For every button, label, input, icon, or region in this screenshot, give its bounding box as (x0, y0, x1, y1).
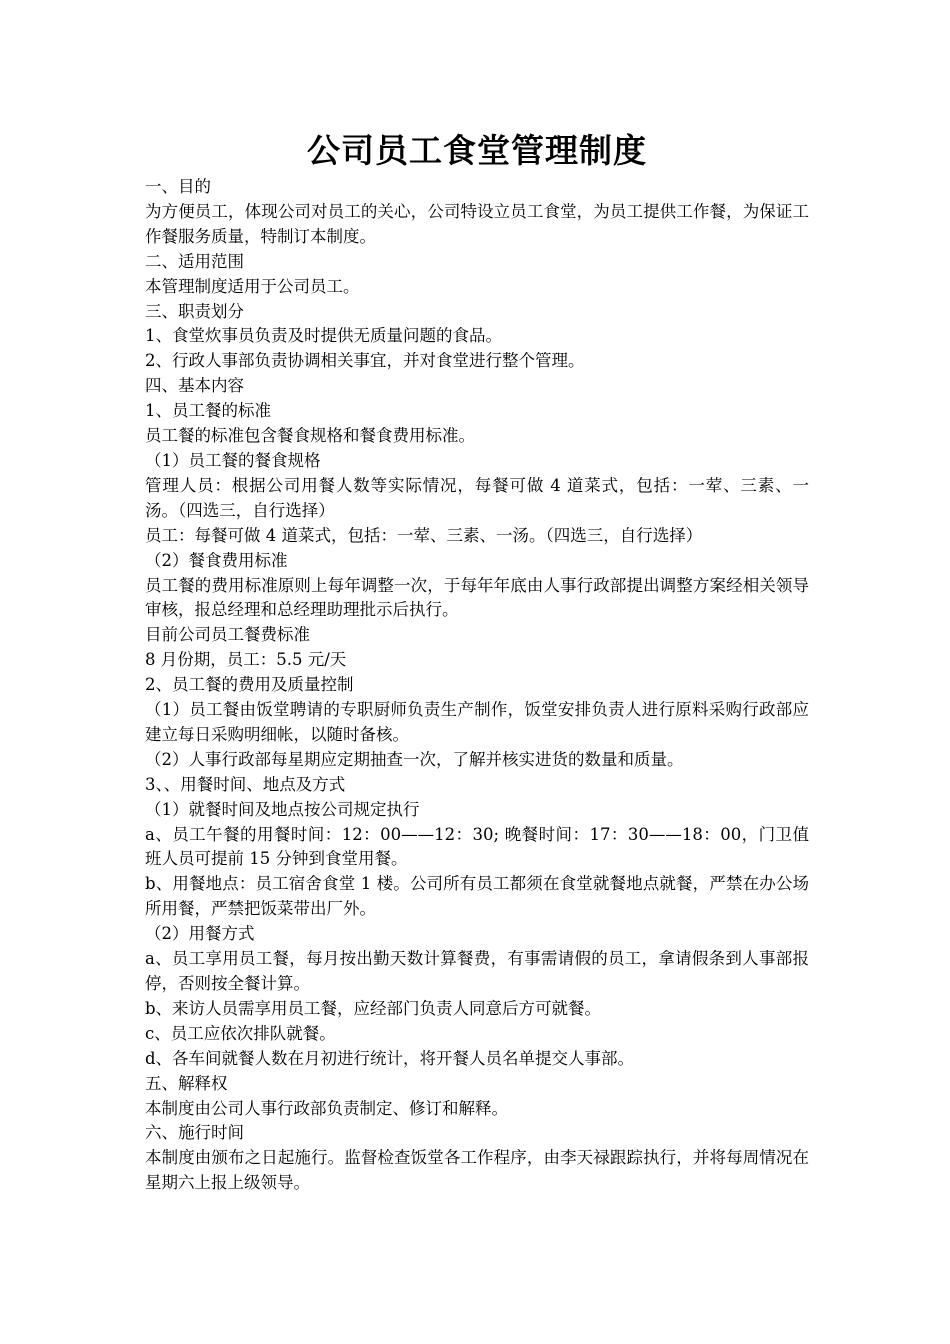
section-heading-interpretation: 五、解释权 (145, 1073, 228, 1093)
paragraph-fee-standard: 员工餐的费用标准原则上每年调整一次，于每年年底由人事行政部提出调整方案经相关领导审核，报总经理和总经理助理批示后执行。 (145, 575, 809, 620)
subheading-dining-time-rule: （1）就餐时间及地点按公司规定执行 (145, 799, 420, 819)
paragraph-staff-meal: 员工：每餐可做 4 道菜式，包括：一荤、三素、一汤。（四选三，自行选择） (145, 525, 703, 545)
section-heading-responsibilities: 三、职责划分 (145, 301, 244, 321)
document-page (145, 0, 809, 1196)
subheading-meal-standard: 1、员工餐的标准 (145, 401, 271, 421)
paragraph-current-fee-title: 目前公司员工餐费标准 (145, 625, 310, 645)
paragraph-meal-standard: 员工餐的标准包含餐食规格和餐食费用标准。 (145, 426, 475, 446)
section-heading-content: 四、基本内容 (145, 376, 244, 396)
paragraph-cost-control-2: （2）人事行政部每星期应定期抽查一次，了解并核实进货的数量和质量。 (145, 749, 684, 769)
section-heading-scope: 二、适用范围 (145, 251, 244, 271)
paragraph-dining-time: a、员工午餐的用餐时间：12：00——12：30; 晚餐时间：17：30——18：00，门卫值班人员可提前 15 分钟到食堂用餐。 (145, 824, 809, 869)
paragraph-dining-place: b、用餐地点：员工宿舍食堂 1 楼。公司所有员工都须在食堂就餐地点就餐，严禁在办公场所用餐，严禁把饭菜带出厂外。 (145, 874, 809, 919)
paragraph-interpretation: 本制度由公司人事行政部负责制定、修订和解释。 (145, 1098, 508, 1118)
subheading-dining-time-place: 3、、用餐时间、地点及方式 (145, 774, 346, 794)
paragraph-cost-control-1: （1）员工餐由饭堂聘请的专职厨师负责生产制作，饭堂安排负责人进行原料采购行政部应建立每日采购明细帐，以随时备核。 (145, 700, 809, 744)
paragraph-purpose: 为方便员工，体现公司对员工的关心，公司特设立员工食堂，为员工提供工作餐，为保证工作餐服务质量，特制订本制度。 (145, 201, 809, 246)
subheading-fee-standard: （2）餐食费用标准 (145, 550, 288, 570)
paragraph-method-b: b、来访人员需享用员工餐，应经部门负责人同意后方可就餐。 (145, 998, 602, 1018)
subheading-meal-spec: （1）员工餐的餐食规格 (145, 450, 321, 470)
paragraph-method-c: c、员工应依次排队就餐。 (145, 1023, 336, 1043)
paragraph-method-a: a、员工享用员工餐，每月按出勤天数计算餐费，有事需请假的员工，拿请假条到人事部报停，否则按全餐计算。 (145, 949, 809, 993)
document-body (145, 175, 809, 1196)
subheading-dining-method: （2）用餐方式 (145, 924, 255, 944)
paragraph-responsibility-1: 1、食堂炊事员负责及时提供无质量问题的食品。 (145, 326, 502, 346)
document-title: 公司员工食堂管理制度 (307, 131, 647, 170)
paragraph-scope: 本管理制度适用于公司员工。 (145, 276, 360, 296)
paragraph-method-d: d、各车间就餐人数在月初进行统计，将开餐人员名单提交人事部。 (145, 1048, 635, 1068)
subheading-cost-quality-control: 2、员工餐的费用及质量控制 (145, 675, 354, 695)
paragraph-managers-meal: 管理人员：根据公司用餐人数等实际情况，每餐可做 4 道菜式，包括：一荤、三素、一汤。（四选三，自行选择） (145, 475, 809, 520)
paragraph-effective-date: 本制度由颁布之日起施行。监督检查饭堂各工作程序，由李天禄跟踪执行，并将每周情况在星期六上报上级领导。 (145, 1148, 809, 1193)
paragraph-current-fee: 8 月份期，员工：5.5 元/天 (145, 650, 347, 670)
paragraph-responsibility-2: 2、行政人事部负责协调相关事宜，并对食堂进行整个管理。 (145, 351, 585, 371)
section-heading-purpose: 一、目的 (145, 177, 211, 196)
section-heading-effective-date: 六、施行时间 (145, 1123, 244, 1143)
